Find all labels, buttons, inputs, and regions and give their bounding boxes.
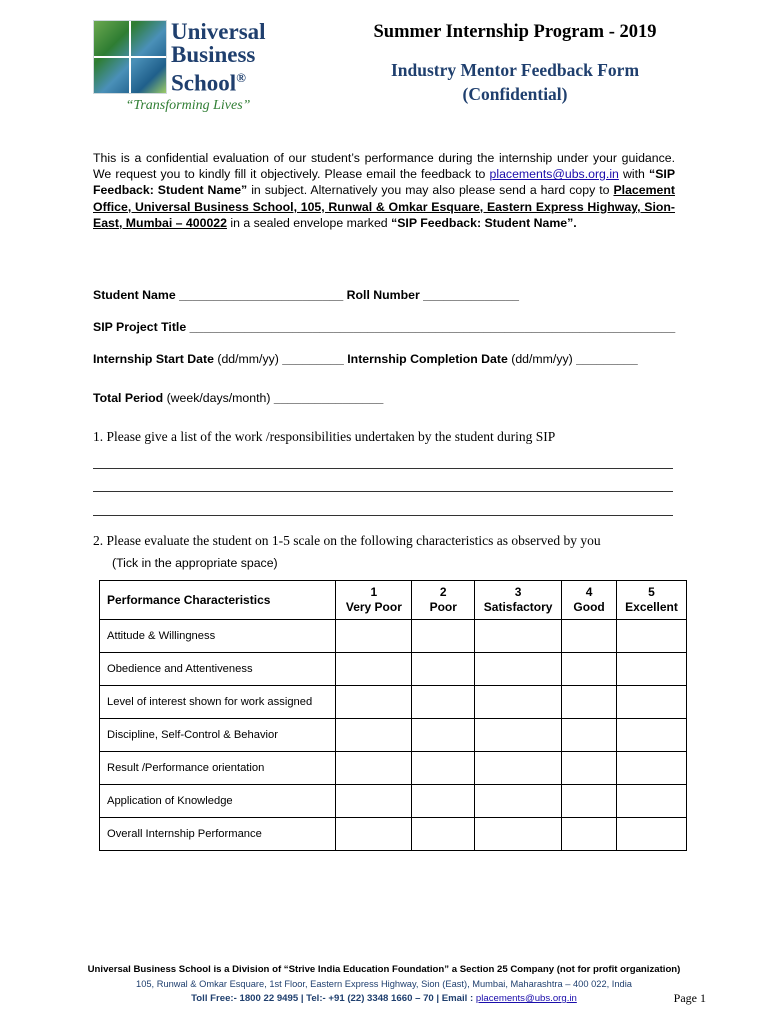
rating-cell[interactable] — [562, 620, 617, 653]
column-header: Performance Characteristics — [100, 581, 336, 620]
table-row — [100, 785, 687, 818]
column-header: 2 Poor — [412, 581, 475, 620]
characteristic-label: Application of Knowledge — [100, 785, 336, 818]
intro-paragraph: This is a confidential evaluation of our student’s performance during the internship under your guidance. We request you to kindly fill it objectively. Please email the feedback to placements@ubs.org.in with “SIP Feedback: Student Name” in subject. Alternatively you may also please send a hard copy to Placement Office, Universal Business School, 105, Runwal & Omkar Esquare, Eastern Express Highway, Sion-East, Mumbai – 400022 in a sealed envelope marked “SIP Feedback: Student Name”. — [93, 151, 676, 230]
column-header: 5 Excellent — [617, 581, 687, 620]
column-header: 1 Very Poor — [336, 581, 412, 620]
question-2: 2. Please evaluate the student on 1-5 scale on the following characteristics as observed by you — [93, 533, 601, 548]
characteristic-label: Result /Performance orientation — [100, 752, 336, 785]
rating-cell[interactable] — [617, 785, 687, 818]
rating-cell[interactable] — [336, 752, 412, 785]
rating-cell[interactable] — [336, 620, 412, 653]
table-row — [100, 719, 687, 752]
page-number: Page 1 — [673, 991, 706, 1005]
form-title: Industry Mentor Feedback Form (Confidential) — [390, 60, 640, 104]
rating-cell[interactable] — [412, 620, 475, 653]
rating-cell[interactable] — [475, 752, 562, 785]
address: Placement Office, Universal Business School, 105, Runwal & Omkar Esquare, Eastern Express Highway, Sion-East, Mumbai – 400022 — [93, 183, 675, 230]
rating-cell[interactable] — [475, 785, 562, 818]
evaluation-table — [99, 580, 687, 851]
table-row — [100, 653, 687, 686]
rating-cell[interactable] — [412, 785, 475, 818]
table-row — [100, 818, 687, 851]
rating-cell[interactable] — [562, 785, 617, 818]
rating-cell[interactable] — [475, 620, 562, 653]
rating-cell[interactable] — [475, 818, 562, 851]
rating-cell[interactable] — [412, 752, 475, 785]
answer-line[interactable] — [93, 515, 673, 516]
question-1: 1. Please give a list of the work /responsibilities undertaken by the student during SIP — [93, 429, 556, 444]
email-link[interactable]: placements@ubs.org.in — [489, 167, 619, 182]
rating-cell[interactable] — [562, 719, 617, 752]
table-header-row — [100, 581, 687, 620]
rating-cell[interactable] — [617, 653, 687, 686]
internship-dates-field[interactable]: Internship Start Date (dd/mm/yy) _________ Internship Completion Date (dd/mm/yy) _________ — [93, 352, 638, 366]
rating-cell[interactable] — [562, 686, 617, 719]
footer-email-link[interactable]: placements@ubs.org.in — [475, 993, 577, 1004]
answer-line[interactable] — [93, 468, 673, 469]
table-row — [100, 686, 687, 719]
rating-cell[interactable] — [412, 818, 475, 851]
rating-cell[interactable] — [336, 818, 412, 851]
rating-cell[interactable] — [336, 719, 412, 752]
rating-cell[interactable] — [336, 686, 412, 719]
characteristic-label: Discipline, Self-Control & Behavior — [100, 719, 336, 752]
project-title-field[interactable]: SIP Project Title _______________________________________________________________________ — [93, 320, 676, 334]
rating-cell[interactable] — [475, 719, 562, 752]
footer-org-line: Universal Business School is a Division of “Strive India Education Foundation” a Section 25 Company (not for profit organization) — [87, 964, 681, 975]
characteristic-label: Overall Internship Performance — [100, 818, 336, 851]
logo-wordmark: Universal Business School® — [171, 19, 266, 96]
page-title: Summer Internship Program - 2019 — [373, 22, 657, 42]
total-period-field[interactable]: Total Period (week/days/month) ________________ — [93, 391, 384, 405]
student-name-field[interactable]: Student Name ________________________ Roll Number ______________ — [93, 288, 519, 302]
characteristic-label: Level of interest shown for work assigned — [100, 686, 336, 719]
rating-cell[interactable] — [562, 818, 617, 851]
characteristic-label: Attitude & Willingness — [100, 620, 336, 653]
table-row — [100, 752, 687, 785]
footer-contact: Toll Free:- 1800 22 9495 | Tel:- +91 (22) 3348 1660 – 70 | Email : placements@ubs.org.in — [191, 993, 577, 1004]
tick-instruction: (Tick in the appropriate space) — [112, 556, 278, 570]
answer-line[interactable] — [93, 491, 673, 492]
logo-tagline: “Transforming Lives” — [125, 98, 251, 113]
globe-logo-icon — [93, 20, 167, 94]
logo — [93, 20, 293, 120]
rating-cell[interactable] — [617, 818, 687, 851]
rating-cell[interactable] — [617, 752, 687, 785]
table-row — [100, 620, 687, 653]
rating-cell[interactable] — [412, 686, 475, 719]
rating-cell[interactable] — [617, 719, 687, 752]
column-header: 3 Satisfactory — [475, 581, 562, 620]
rating-cell[interactable] — [562, 752, 617, 785]
characteristic-label: Obedience and Attentiveness — [100, 653, 336, 686]
rating-cell[interactable] — [412, 719, 475, 752]
rating-cell[interactable] — [562, 653, 617, 686]
rating-cell[interactable] — [475, 686, 562, 719]
rating-cell[interactable] — [617, 620, 687, 653]
rating-cell[interactable] — [617, 686, 687, 719]
rating-cell[interactable] — [412, 653, 475, 686]
rating-cell[interactable] — [336, 785, 412, 818]
rating-cell[interactable] — [475, 653, 562, 686]
footer-address: 105, Runwal & Omkar Esquare, 1st Floor, Eastern Express Highway, Sion (East), Mumbai, Maharashtra – 400 022, India — [136, 979, 632, 989]
column-header: 4 Good — [562, 581, 617, 620]
rating-cell[interactable] — [336, 653, 412, 686]
